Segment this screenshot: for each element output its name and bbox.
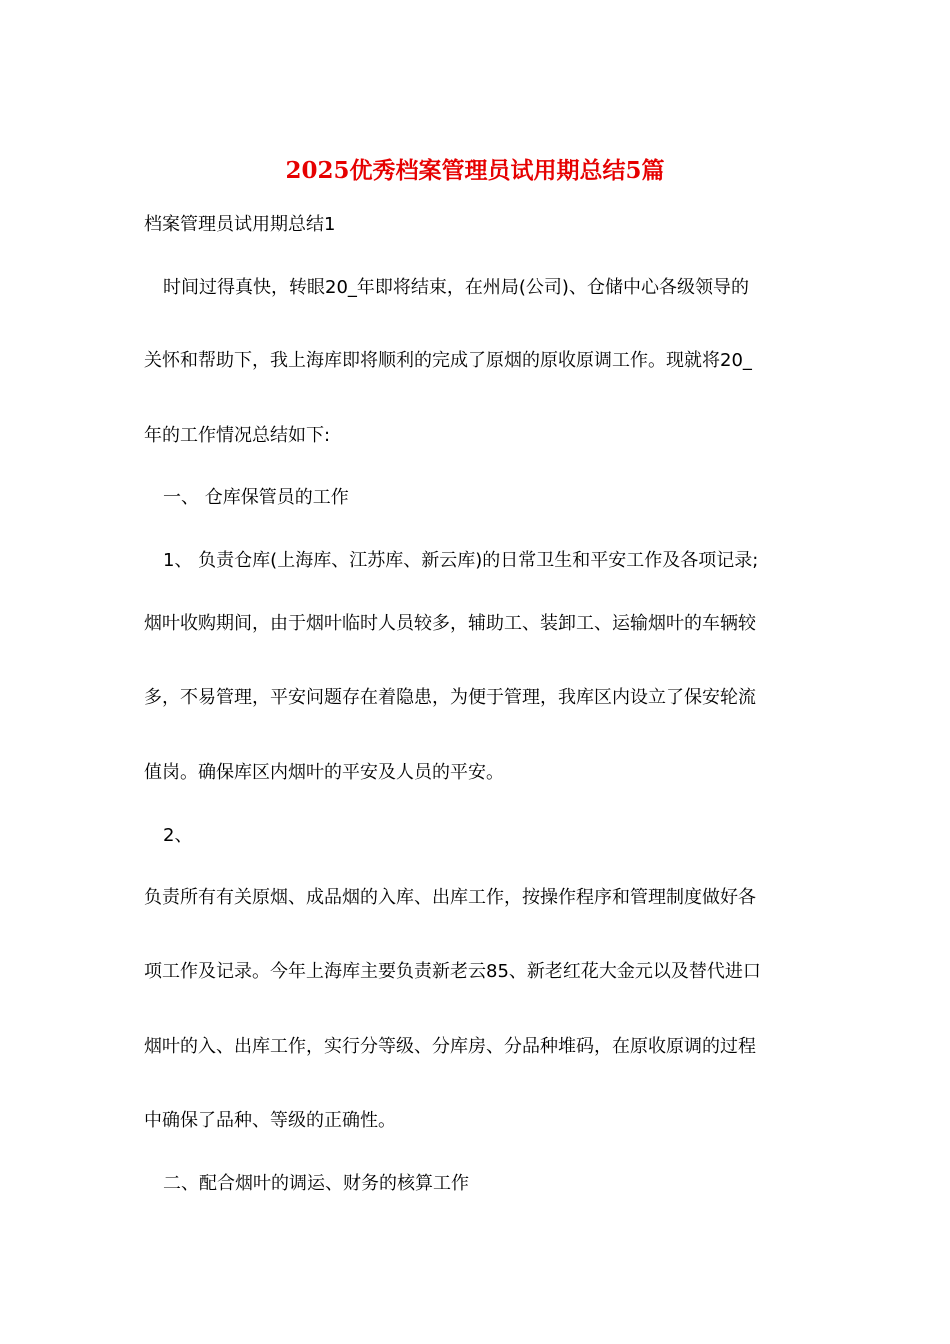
- paragraph-line: 1、 负责仓库(上海库、江苏库、新云库)的日常卫生和平安工作及各项记录;: [163, 550, 759, 571]
- paragraph-line: 年的工作情况总结如下:: [144, 425, 331, 446]
- paragraph-line: 项工作及记录。今年上海库主要负责新老云85、新老红花大金元以及替代进口: [144, 961, 761, 982]
- document-title: 2025优秀档案管理员试用期总结5篇: [285, 157, 665, 184]
- paragraph-line: 值岗。确保库区内烟叶的平安及人员的平安。: [144, 762, 504, 783]
- paragraph-line: 烟叶的入、出库工作，实行分等级、分库房、分品种堆码，在原收原调的过程: [144, 1036, 756, 1057]
- section-heading: 一、 仓库保管员的工作: [163, 487, 349, 508]
- paragraph-line: 中确保了品种、等级的正确性。: [144, 1110, 396, 1131]
- paragraph-line: 多，不易管理，平安问题存在着隐患，为便于管理，我库区内设立了保安轮流: [144, 687, 756, 708]
- section-heading: 二、配合烟叶的调运、财务的核算工作: [163, 1173, 469, 1194]
- list-number: 2、: [163, 825, 193, 846]
- paragraph-line: 负责所有有关原烟、成品烟的入库、出库工作，按操作程序和管理制度做好各: [144, 887, 756, 908]
- paragraph-line: 烟叶收购期间，由于烟叶临时人员较多，辅助工、装卸工、运输烟叶的车辆较: [144, 613, 756, 634]
- document-subtitle: 档案管理员试用期总结1: [144, 214, 336, 235]
- paragraph-line: 时间过得真快，转眼20_年即将结束，在州局(公司)、仓储中心各级领导的: [163, 277, 749, 298]
- paragraph-line: 关怀和帮助下，我上海库即将顺利的完成了原烟的原收原调工作。现就将20_: [144, 350, 752, 371]
